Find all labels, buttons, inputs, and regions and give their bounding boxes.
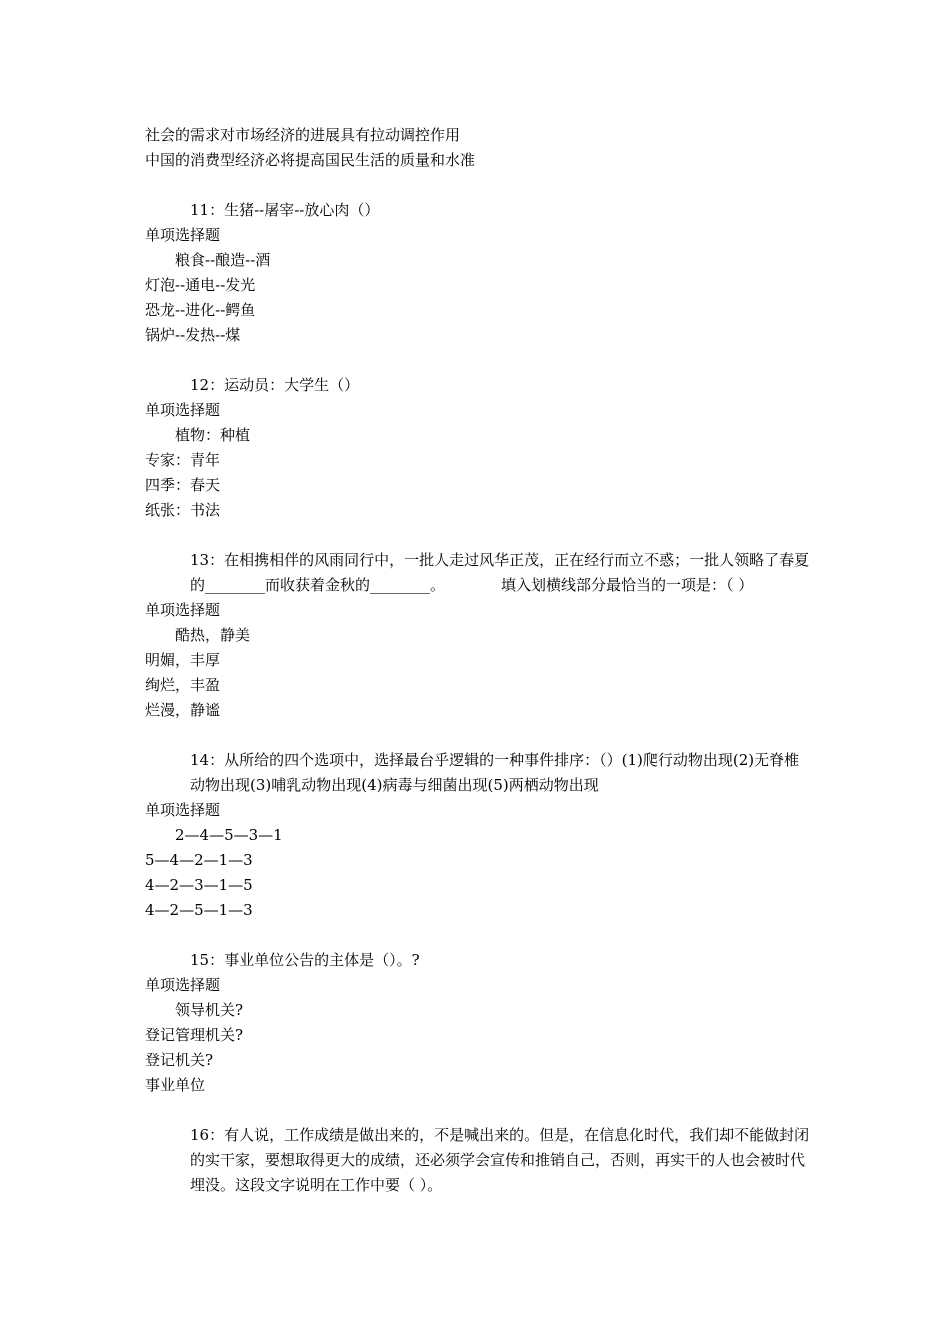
option-b: 5—4—2—1—3: [145, 851, 253, 869]
option-a: 粮食--酿造--酒: [175, 251, 271, 269]
question-stem: 11：生猪--屠宰--放心肉（）: [190, 201, 380, 219]
option-b: 专家：青年: [145, 451, 221, 469]
option-d: 4—2—5—1—3: [145, 901, 253, 919]
question-type: 单项选择题: [145, 976, 221, 994]
question-type: 单项选择题: [145, 226, 221, 244]
option-a: 酷热，静美: [175, 626, 251, 644]
option-d: 烂漫，静谧: [145, 701, 221, 719]
question-type: 单项选择题: [145, 601, 221, 619]
option-c: 四季：春天: [145, 476, 221, 494]
question-stem: 16：有人说，工作成绩是做出来的，不是喊出来的。但是，在信息化时代，我们却不能做封闭的实干家，要想取得更大的成绩，还必须学会宣传和推销自己，否则，再实干的人也会被时代埋没。这段文字说明在工作中要（ ）。: [190, 1126, 810, 1194]
option-d: 锅炉--发热--煤: [145, 326, 241, 344]
option-a: 领导机关?: [175, 1001, 244, 1019]
question-stem: [145, 548, 810, 598]
question-11: [145, 198, 810, 348]
question-stem-prompt: 填入划横线部分最恰当的一项是：（ ）: [501, 576, 754, 594]
option-d: 纸张：书法: [145, 501, 221, 519]
option-b: 登记管理机关?: [145, 1026, 244, 1044]
question-stem: 14：从所给的四个选项中，选择最台乎逻辑的一种事件排序：（）(1)爬行动物出现(2)无脊椎动物出现(3)哺乳动物出现(4)病毒与细菌出现(5)两栖动物出现: [190, 751, 800, 794]
option-c: 绚烂，丰盈: [145, 676, 221, 694]
question-14: [145, 748, 810, 923]
intro-line: 中国的消费型经济必将提高国民生活的质量和水准: [145, 151, 476, 169]
option-c: 4—2—3—1—5: [145, 876, 253, 894]
question-15: [145, 948, 810, 1098]
document-content: [145, 123, 810, 1198]
question-16: [145, 1123, 810, 1198]
option-c: 登记机关?: [145, 1051, 214, 1069]
intro-line: 社会的需求对市场经济的进展具有拉动调控作用: [145, 126, 461, 144]
option-b: 灯泡--通电--发光: [145, 276, 256, 294]
question-type: 单项选择题: [145, 801, 221, 819]
question-type: 单项选择题: [145, 401, 221, 419]
option-a: 2—4—5—3—1: [175, 826, 283, 844]
option-b: 明媚，丰厚: [145, 651, 221, 669]
question-13: [145, 548, 810, 723]
question-stem-main: 13：在相携相伴的风雨同行中，一批人走过风华正茂，正在经行而立不惑；一批人领略了春夏的________而收获着金秋的________。: [190, 551, 810, 594]
question-stem: 12：运动员：大学生（）: [190, 376, 360, 394]
option-c: 恐龙--进化--鳄鱼: [145, 301, 256, 319]
question-stem: 15：事业单位公告的主体是（）。?: [190, 951, 420, 969]
option-d: 事业单位: [145, 1076, 206, 1094]
question-12: [145, 373, 810, 523]
option-a: 植物：种植: [175, 426, 251, 444]
